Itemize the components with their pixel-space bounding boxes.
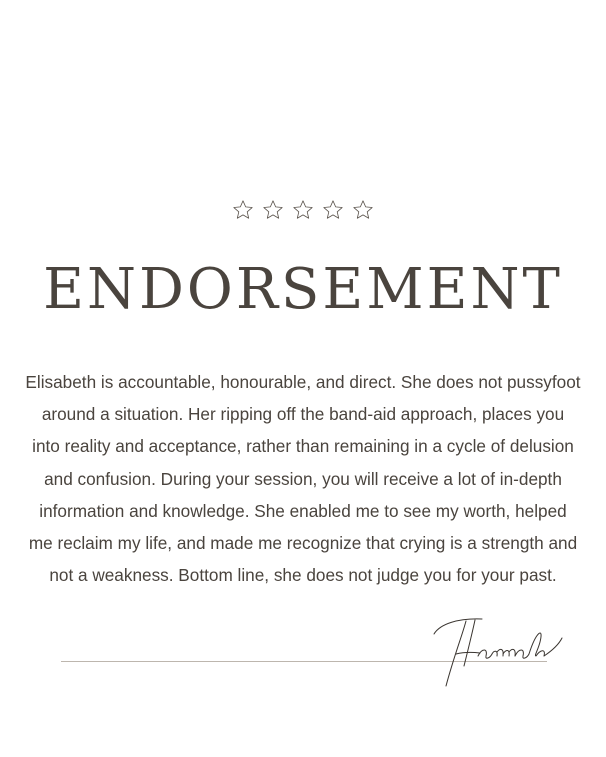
endorsement-quote	[0, 366, 606, 591]
quote-line: not a weakness. Bottom line, she does not judge you for your past.	[49, 565, 557, 586]
quote-line: information and knowledge. She enabled me to see my worth, helped	[39, 500, 567, 521]
star-outline-icon	[292, 199, 314, 221]
handwritten-signature	[420, 612, 570, 692]
quote-line: and confusion. During your session, you will receive a lot of in-depth	[44, 468, 562, 489]
star-outline-icon	[262, 199, 284, 221]
star-rating	[0, 199, 606, 221]
star-outline-icon	[322, 199, 344, 221]
page-title: ENDORSEMENT	[43, 257, 563, 322]
quote-line: around a situation. Her ripping off the band-aid approach, places you	[41, 404, 565, 425]
quote-line: me reclaim my life, and made me recognize that crying is a strength and	[28, 533, 578, 554]
star-outline-icon	[352, 199, 374, 221]
star-outline-icon	[232, 199, 254, 221]
quote-line: Elisabeth is accountable, honourable, and direct. She does not pussyfoot	[25, 372, 581, 392]
quote-line: into reality and acceptance, rather than remaining in a cycle of delusion	[32, 436, 574, 457]
